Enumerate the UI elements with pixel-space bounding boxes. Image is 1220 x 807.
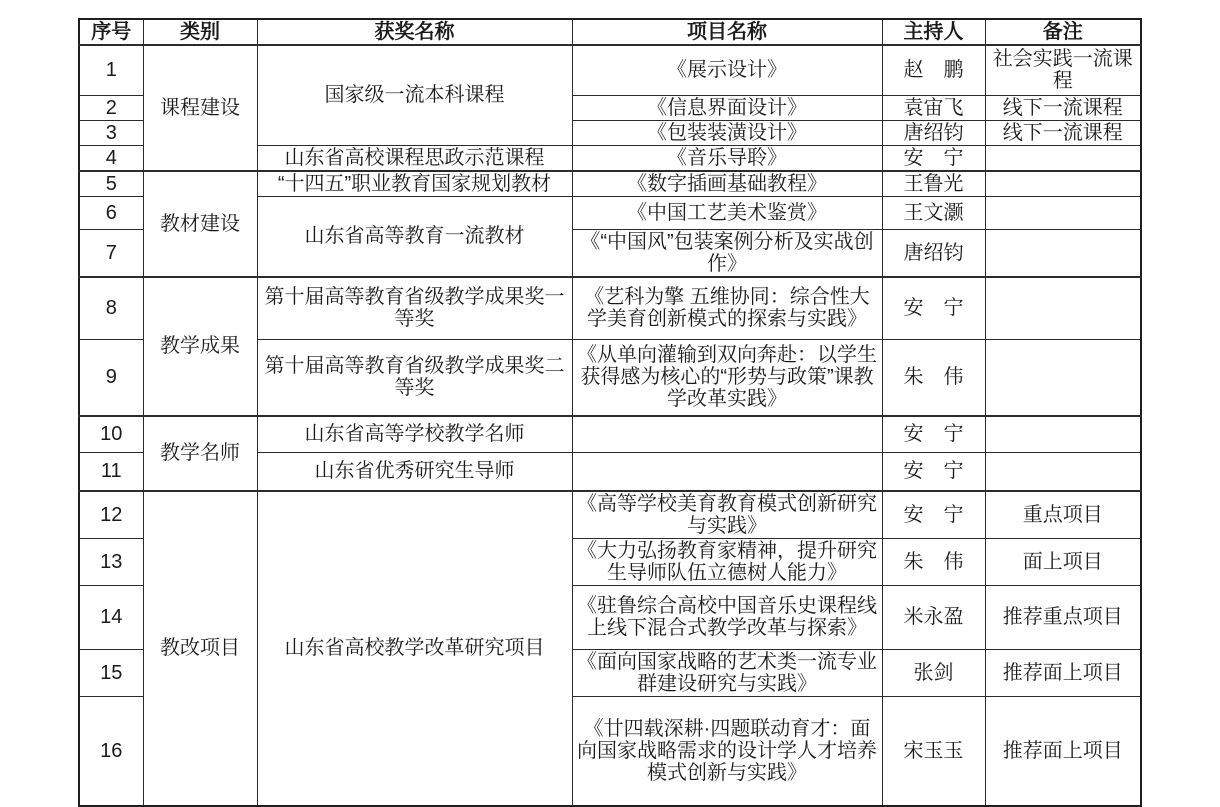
remark-cell: 线下一流课程 — [985, 95, 1141, 120]
award-cell: “十四五”职业教育国家规划教材 — [257, 171, 572, 197]
header-row — [79, 19, 1141, 45]
table-row — [79, 45, 1141, 95]
remark-cell: 线下一流课程 — [985, 120, 1141, 145]
project-cell: 《驻鲁综合高校中国音乐史课程线上线下混合式教学改革与探索》 — [572, 585, 882, 649]
award-cell: 第十届高等教育省级教学成果奖一等奖 — [257, 277, 572, 340]
award-cell: 第十届高等教育省级教学成果奖二等奖 — [257, 340, 572, 416]
category-cell: 教学成果 — [143, 277, 257, 416]
remark-cell — [985, 277, 1141, 340]
award-cell: 山东省高等学校教学名师 — [257, 416, 572, 453]
header-category: 类别 — [143, 19, 257, 45]
host-cell: 张剑 — [882, 649, 985, 696]
header-no: 序号 — [79, 19, 143, 45]
project-cell: 《中国工艺美术鉴赏》 — [572, 196, 882, 229]
table-row — [79, 416, 1141, 453]
row-number-cell: 15 — [79, 649, 143, 696]
category-cell: 教材建设 — [143, 171, 257, 277]
host-cell: 朱 伟 — [882, 538, 985, 585]
project-cell: 《艺科为擎 五维协同：综合性大学美育创新模式的探索与实践》 — [572, 277, 882, 340]
host-cell: 唐绍钧 — [882, 229, 985, 277]
document-sheet — [78, 18, 1142, 807]
remark-cell: 推荐面上项目 — [985, 696, 1141, 806]
remark-cell: 社会实践一流课程 — [985, 45, 1141, 95]
row-number-cell: 1 — [79, 45, 143, 95]
header-project: 项目名称 — [572, 19, 882, 45]
project-cell: 《音乐导聆》 — [572, 145, 882, 171]
host-cell: 安 宁 — [882, 491, 985, 539]
project-cell: 《数字插画基础教程》 — [572, 171, 882, 197]
host-cell: 安 宁 — [882, 277, 985, 340]
remark-cell — [985, 145, 1141, 171]
row-number-cell: 4 — [79, 145, 143, 171]
remark-cell — [985, 229, 1141, 277]
remark-cell: 面上项目 — [985, 538, 1141, 585]
project-cell: 《廿四载深耕·四题联动育才：面向国家战略需求的设计学人才培养模式创新与实践》 — [572, 696, 882, 806]
awards-table — [78, 18, 1142, 807]
header-remark: 备注 — [985, 19, 1141, 45]
row-number-cell: 12 — [79, 491, 143, 539]
project-cell: 《面向国家战略的艺术类一流专业群建设研究与实践》 — [572, 649, 882, 696]
row-number-cell: 11 — [79, 453, 143, 491]
row-number-cell: 5 — [79, 171, 143, 197]
host-cell: 王文灏 — [882, 196, 985, 229]
remark-cell — [985, 453, 1141, 491]
award-cell: 山东省高校教学改革研究项目 — [257, 491, 572, 807]
project-cell — [572, 416, 882, 453]
project-cell: 《从单向灌输到双向奔赴：以学生获得感为核心的“形势与政策”课教学改革实践》 — [572, 340, 882, 416]
category-cell: 教改项目 — [143, 491, 257, 807]
host-cell: 朱 伟 — [882, 340, 985, 416]
row-number-cell: 6 — [79, 196, 143, 229]
award-cell: 山东省高校课程思政示范课程 — [257, 145, 572, 171]
host-cell: 米永盈 — [882, 585, 985, 649]
host-cell: 赵 鹏 — [882, 45, 985, 95]
host-cell: 安 宁 — [882, 145, 985, 171]
table-row — [79, 171, 1141, 197]
row-number-cell: 7 — [79, 229, 143, 277]
project-cell: 《大力弘扬教育家精神，提升研究生导师队伍立德树人能力》 — [572, 538, 882, 585]
table-row — [79, 277, 1141, 340]
award-cell: 山东省高等教育一流教材 — [257, 196, 572, 277]
project-cell: 《展示设计》 — [572, 45, 882, 95]
remark-cell: 重点项目 — [985, 491, 1141, 539]
header-host: 主持人 — [882, 19, 985, 45]
row-number-cell: 3 — [79, 120, 143, 145]
project-cell: 《“中国风”包装案例分析及实战创作》 — [572, 229, 882, 277]
host-cell: 唐绍钧 — [882, 120, 985, 145]
category-cell: 教学名师 — [143, 416, 257, 491]
remark-cell — [985, 416, 1141, 453]
header-award: 获奖名称 — [257, 19, 572, 45]
host-cell: 袁宙飞 — [882, 95, 985, 120]
row-number-cell: 13 — [79, 538, 143, 585]
project-cell: 《包装装潢设计》 — [572, 120, 882, 145]
row-number-cell: 16 — [79, 696, 143, 806]
host-cell: 宋玉玉 — [882, 696, 985, 806]
project-cell: 《高等学校美育教育模式创新研究与实践》 — [572, 491, 882, 539]
host-cell: 王鲁光 — [882, 171, 985, 197]
host-cell: 安 宁 — [882, 453, 985, 491]
remark-cell — [985, 171, 1141, 197]
row-number-cell: 2 — [79, 95, 143, 120]
project-cell — [572, 453, 882, 491]
category-cell: 课程建设 — [143, 45, 257, 171]
project-cell: 《信息界面设计》 — [572, 95, 882, 120]
row-number-cell: 8 — [79, 277, 143, 340]
remark-cell: 推荐面上项目 — [985, 649, 1141, 696]
remark-cell — [985, 340, 1141, 416]
remark-cell: 推荐重点项目 — [985, 585, 1141, 649]
row-number-cell: 14 — [79, 585, 143, 649]
table-row — [79, 491, 1141, 539]
award-cell: 山东省优秀研究生导师 — [257, 453, 572, 491]
row-number-cell: 10 — [79, 416, 143, 453]
row-number-cell: 9 — [79, 340, 143, 416]
award-cell: 国家级一流本科课程 — [257, 45, 572, 145]
remark-cell — [985, 196, 1141, 229]
host-cell: 安 宁 — [882, 416, 985, 453]
